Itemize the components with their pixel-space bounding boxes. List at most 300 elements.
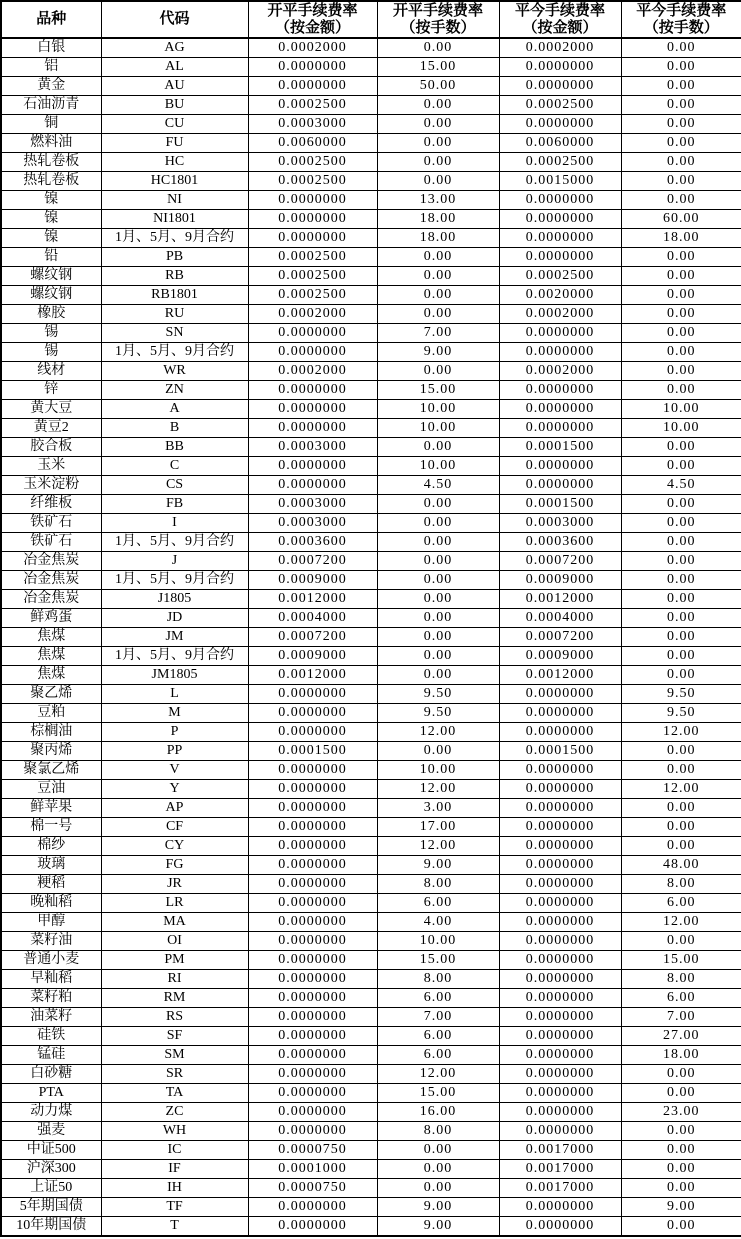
table-row (1, 1046, 741, 1065)
cell-variety: 鲜鸡蛋 (1, 609, 101, 628)
cell-closetoday-amount: 0.0000000 (499, 1103, 621, 1122)
cell-variety: 硅铁 (1, 1027, 101, 1046)
cell-closetoday-amount: 0.0015000 (499, 172, 621, 191)
cell-code: MA (101, 913, 248, 932)
cell-openclose-amount: 0.0060000 (248, 134, 377, 153)
cell-closetoday-lot: 0.00 (621, 38, 741, 58)
table-row (1, 495, 741, 514)
cell-closetoday-amount: 0.0002000 (499, 362, 621, 381)
cell-openclose-lot: 6.00 (377, 1027, 499, 1046)
cell-openclose-lot: 10.00 (377, 419, 499, 438)
table-row (1, 723, 741, 742)
cell-openclose-lot: 0.00 (377, 533, 499, 552)
col-header-openclose-lot (377, 1, 499, 38)
cell-openclose-lot: 10.00 (377, 400, 499, 419)
cell-code: LR (101, 894, 248, 913)
cell-openclose-amount: 0.0000750 (248, 1179, 377, 1198)
cell-variety: 中证500 (1, 1141, 101, 1160)
table-row (1, 1122, 741, 1141)
cell-code: HC (101, 153, 248, 172)
cell-openclose-lot: 0.00 (377, 552, 499, 571)
cell-closetoday-amount: 0.0009000 (499, 571, 621, 590)
cell-openclose-lot: 4.00 (377, 913, 499, 932)
cell-openclose-lot: 9.50 (377, 685, 499, 704)
cell-openclose-amount: 0.0000000 (248, 1217, 377, 1237)
table-row (1, 286, 741, 305)
cell-openclose-lot: 15.00 (377, 1084, 499, 1103)
table-row (1, 267, 741, 286)
cell-closetoday-lot: 0.00 (621, 381, 741, 400)
cell-code: SR (101, 1065, 248, 1084)
cell-closetoday-lot: 0.00 (621, 1141, 741, 1160)
table-row (1, 1065, 741, 1084)
cell-openclose-lot: 12.00 (377, 780, 499, 799)
cell-closetoday-amount: 0.0000000 (499, 324, 621, 343)
cell-code: RS (101, 1008, 248, 1027)
cell-openclose-lot: 0.00 (377, 1141, 499, 1160)
cell-openclose-amount: 0.0002500 (248, 153, 377, 172)
cell-closetoday-amount: 0.0000000 (499, 381, 621, 400)
cell-closetoday-amount: 0.0000000 (499, 1008, 621, 1027)
cell-openclose-lot: 12.00 (377, 723, 499, 742)
cell-code: SF (101, 1027, 248, 1046)
cell-openclose-amount: 0.0000000 (248, 210, 377, 229)
fee-table-body (1, 38, 741, 1236)
cell-code: J (101, 552, 248, 571)
cell-code: SN (101, 324, 248, 343)
cell-openclose-amount: 0.0000000 (248, 77, 377, 96)
cell-variety: 晚籼稻 (1, 894, 101, 913)
cell-variety: 锌 (1, 381, 101, 400)
cell-variety: 粳稻 (1, 875, 101, 894)
cell-variety: 白砂糖 (1, 1065, 101, 1084)
cell-openclose-amount: 0.0000000 (248, 58, 377, 77)
cell-code: HC1801 (101, 172, 248, 191)
cell-closetoday-amount: 0.0000000 (499, 1046, 621, 1065)
cell-closetoday-lot: 0.00 (621, 248, 741, 267)
cell-openclose-amount: 0.0000000 (248, 818, 377, 837)
cell-variety: 甲醇 (1, 913, 101, 932)
cell-closetoday-lot: 18.00 (621, 229, 741, 248)
col-header-openclose-amount-label: 开平手续费率 (267, 2, 358, 19)
cell-closetoday-lot: 0.00 (621, 115, 741, 134)
cell-closetoday-lot: 0.00 (621, 932, 741, 951)
cell-openclose-amount: 0.0000000 (248, 476, 377, 495)
cell-openclose-amount: 0.0000000 (248, 704, 377, 723)
cell-closetoday-lot: 0.00 (621, 799, 741, 818)
table-row (1, 1141, 741, 1160)
cell-closetoday-amount: 0.0000000 (499, 1084, 621, 1103)
cell-openclose-amount: 0.0001500 (248, 742, 377, 761)
table-row (1, 305, 741, 324)
cell-variety: 黄大豆 (1, 400, 101, 419)
cell-openclose-amount: 0.0002500 (248, 286, 377, 305)
cell-openclose-lot: 0.00 (377, 514, 499, 533)
cell-variety: 上证50 (1, 1179, 101, 1198)
cell-closetoday-amount: 0.0001500 (499, 742, 621, 761)
cell-code: C (101, 457, 248, 476)
cell-closetoday-amount: 0.0000000 (499, 1217, 621, 1237)
cell-openclose-lot: 0.00 (377, 495, 499, 514)
table-row (1, 58, 741, 77)
cell-openclose-lot: 0.00 (377, 267, 499, 286)
cell-closetoday-amount: 0.0000000 (499, 818, 621, 837)
cell-openclose-lot: 17.00 (377, 818, 499, 837)
table-row (1, 742, 741, 761)
cell-variety: 螺纹钢 (1, 267, 101, 286)
cell-variety: 铁矿石 (1, 514, 101, 533)
cell-code: Y (101, 780, 248, 799)
cell-openclose-lot: 12.00 (377, 1065, 499, 1084)
cell-variety: 玉米 (1, 457, 101, 476)
cell-code: AL (101, 58, 248, 77)
cell-openclose-amount: 0.0003000 (248, 438, 377, 457)
cell-openclose-lot: 7.00 (377, 324, 499, 343)
cell-code: FB (101, 495, 248, 514)
table-row (1, 381, 741, 400)
table-row (1, 666, 741, 685)
cell-code: BU (101, 96, 248, 115)
cell-closetoday-amount: 0.0002500 (499, 267, 621, 286)
col-header-code (101, 1, 248, 38)
cell-closetoday-lot: 0.00 (621, 305, 741, 324)
cell-openclose-amount: 0.0012000 (248, 666, 377, 685)
cell-closetoday-amount: 0.0000000 (499, 799, 621, 818)
col-header-closetoday-lot-label: 平今手续费率 (636, 2, 727, 19)
cell-variety: 菜籽粕 (1, 989, 101, 1008)
cell-openclose-lot: 9.00 (377, 343, 499, 362)
cell-openclose-amount: 0.0000000 (248, 400, 377, 419)
cell-closetoday-amount: 0.0000000 (499, 476, 621, 495)
cell-closetoday-lot: 0.00 (621, 438, 741, 457)
col-header-openclose-amount (248, 1, 377, 38)
cell-closetoday-amount: 0.0060000 (499, 134, 621, 153)
cell-variety: 铁矿石 (1, 533, 101, 552)
cell-openclose-lot: 0.00 (377, 96, 499, 115)
cell-code: PP (101, 742, 248, 761)
cell-openclose-lot: 0.00 (377, 248, 499, 267)
cell-variety: 沪深300 (1, 1160, 101, 1179)
table-row (1, 1084, 741, 1103)
cell-code: 1月、5月、9月合约 (101, 229, 248, 248)
cell-closetoday-lot: 0.00 (621, 362, 741, 381)
cell-closetoday-lot: 0.00 (621, 267, 741, 286)
cell-closetoday-amount: 0.0000000 (499, 77, 621, 96)
cell-code: RB (101, 267, 248, 286)
cell-openclose-lot: 50.00 (377, 77, 499, 96)
cell-openclose-amount: 0.0000000 (248, 856, 377, 875)
cell-variety: 焦煤 (1, 628, 101, 647)
cell-openclose-amount: 0.0000000 (248, 1198, 377, 1217)
cell-closetoday-lot: 0.00 (621, 1160, 741, 1179)
cell-openclose-lot: 6.00 (377, 1046, 499, 1065)
cell-closetoday-lot: 0.00 (621, 457, 741, 476)
cell-code: PB (101, 248, 248, 267)
cell-openclose-amount: 0.0000000 (248, 1046, 377, 1065)
cell-code: 1月、5月、9月合约 (101, 647, 248, 666)
cell-closetoday-lot: 0.00 (621, 628, 741, 647)
cell-code: WH (101, 1122, 248, 1141)
table-row (1, 210, 741, 229)
cell-openclose-amount: 0.0002500 (248, 172, 377, 191)
col-header-openclose-lot-sublabel: （按手数） (400, 19, 476, 36)
cell-closetoday-lot: 0.00 (621, 609, 741, 628)
cell-openclose-lot: 8.00 (377, 1122, 499, 1141)
cell-openclose-lot: 0.00 (377, 305, 499, 324)
cell-openclose-lot: 0.00 (377, 1179, 499, 1198)
cell-closetoday-amount: 0.0000000 (499, 1122, 621, 1141)
cell-closetoday-lot: 18.00 (621, 1046, 741, 1065)
cell-closetoday-lot: 4.50 (621, 476, 741, 495)
table-row (1, 457, 741, 476)
cell-variety: 焦煤 (1, 647, 101, 666)
cell-closetoday-lot: 10.00 (621, 400, 741, 419)
cell-openclose-amount: 0.0003600 (248, 533, 377, 552)
table-row (1, 172, 741, 191)
cell-openclose-amount: 0.0002000 (248, 305, 377, 324)
cell-closetoday-lot: 0.00 (621, 495, 741, 514)
cell-closetoday-lot: 0.00 (621, 96, 741, 115)
cell-openclose-lot: 0.00 (377, 1160, 499, 1179)
cell-code: IH (101, 1179, 248, 1198)
cell-code: P (101, 723, 248, 742)
cell-openclose-amount: 0.0000000 (248, 419, 377, 438)
cell-closetoday-lot: 0.00 (621, 742, 741, 761)
cell-closetoday-lot: 7.00 (621, 1008, 741, 1027)
cell-openclose-amount: 0.0000000 (248, 932, 377, 951)
cell-variety: 早籼稻 (1, 970, 101, 989)
table-row (1, 1160, 741, 1179)
cell-openclose-lot: 9.00 (377, 1217, 499, 1237)
cell-code: WR (101, 362, 248, 381)
cell-openclose-amount: 0.0000000 (248, 1027, 377, 1046)
cell-code: CU (101, 115, 248, 134)
cell-code: B (101, 419, 248, 438)
cell-code: A (101, 400, 248, 419)
cell-variety: 镍 (1, 191, 101, 210)
cell-openclose-amount: 0.0002500 (248, 248, 377, 267)
cell-openclose-lot: 12.00 (377, 837, 499, 856)
cell-code: BB (101, 438, 248, 457)
cell-code: RI (101, 970, 248, 989)
cell-variety: 热轧卷板 (1, 153, 101, 172)
table-row (1, 438, 741, 457)
cell-closetoday-amount: 0.0000000 (499, 932, 621, 951)
cell-openclose-amount: 0.0000000 (248, 780, 377, 799)
cell-openclose-amount: 0.0002000 (248, 362, 377, 381)
cell-variety: 锡 (1, 343, 101, 362)
cell-variety: 玉米淀粉 (1, 476, 101, 495)
cell-variety: 锡 (1, 324, 101, 343)
cell-code: TA (101, 1084, 248, 1103)
cell-variety: 豆油 (1, 780, 101, 799)
cell-closetoday-lot: 12.00 (621, 913, 741, 932)
cell-closetoday-lot: 0.00 (621, 571, 741, 590)
cell-openclose-lot: 10.00 (377, 761, 499, 780)
cell-code: IC (101, 1141, 248, 1160)
cell-closetoday-lot: 9.50 (621, 704, 741, 723)
table-row (1, 590, 741, 609)
cell-closetoday-lot: 0.00 (621, 343, 741, 362)
table-row (1, 799, 741, 818)
table-row (1, 229, 741, 248)
cell-openclose-amount: 0.0004000 (248, 609, 377, 628)
cell-variety: 铝 (1, 58, 101, 77)
cell-openclose-lot: 13.00 (377, 191, 499, 210)
cell-openclose-amount: 0.0007200 (248, 552, 377, 571)
cell-variety: 镍 (1, 210, 101, 229)
table-row (1, 913, 741, 932)
cell-closetoday-amount: 0.0017000 (499, 1141, 621, 1160)
cell-code: I (101, 514, 248, 533)
cell-openclose-amount: 0.0001000 (248, 1160, 377, 1179)
cell-variety: 线材 (1, 362, 101, 381)
cell-openclose-lot: 10.00 (377, 457, 499, 476)
cell-closetoday-lot: 12.00 (621, 723, 741, 742)
cell-variety: 铜 (1, 115, 101, 134)
cell-closetoday-amount: 0.0009000 (499, 647, 621, 666)
cell-openclose-amount: 0.0000000 (248, 1084, 377, 1103)
cell-closetoday-amount: 0.0000000 (499, 229, 621, 248)
cell-closetoday-amount: 0.0000000 (499, 248, 621, 267)
cell-openclose-amount: 0.0012000 (248, 590, 377, 609)
cell-openclose-lot: 0.00 (377, 153, 499, 172)
cell-code: IF (101, 1160, 248, 1179)
cell-openclose-lot: 9.00 (377, 856, 499, 875)
cell-closetoday-amount: 0.0000000 (499, 761, 621, 780)
cell-variety: 10年期国债 (1, 1217, 101, 1237)
cell-closetoday-lot: 0.00 (621, 818, 741, 837)
cell-closetoday-amount: 0.0000000 (499, 419, 621, 438)
cell-variety: 铅 (1, 248, 101, 267)
table-row (1, 647, 741, 666)
cell-openclose-lot: 0.00 (377, 134, 499, 153)
cell-closetoday-lot: 6.00 (621, 989, 741, 1008)
cell-variety: 焦煤 (1, 666, 101, 685)
table-row (1, 38, 741, 58)
cell-code: 1月、5月、9月合约 (101, 571, 248, 590)
cell-openclose-lot: 4.50 (377, 476, 499, 495)
cell-openclose-amount: 0.0000000 (248, 837, 377, 856)
cell-closetoday-lot: 0.00 (621, 552, 741, 571)
cell-closetoday-lot: 0.00 (621, 761, 741, 780)
cell-variety: 菜籽油 (1, 932, 101, 951)
cell-openclose-amount: 0.0000000 (248, 343, 377, 362)
cell-closetoday-amount: 0.0000000 (499, 400, 621, 419)
table-row (1, 1217, 741, 1237)
cell-closetoday-amount: 0.0002500 (499, 96, 621, 115)
cell-variety: 石油沥青 (1, 96, 101, 115)
cell-variety: 5年期国债 (1, 1198, 101, 1217)
cell-closetoday-amount: 0.0000000 (499, 685, 621, 704)
cell-openclose-lot: 0.00 (377, 628, 499, 647)
cell-openclose-lot: 6.00 (377, 894, 499, 913)
col-header-closetoday-amount (499, 1, 621, 38)
table-row (1, 571, 741, 590)
cell-closetoday-amount: 0.0007200 (499, 552, 621, 571)
cell-openclose-amount: 0.0002500 (248, 96, 377, 115)
cell-closetoday-amount: 0.0001500 (499, 438, 621, 457)
cell-variety: 热轧卷板 (1, 172, 101, 191)
cell-closetoday-amount: 0.0000000 (499, 723, 621, 742)
cell-variety: 油菜籽 (1, 1008, 101, 1027)
cell-closetoday-lot: 0.00 (621, 172, 741, 191)
col-header-code-label: 代码 (159, 11, 190, 27)
table-row (1, 609, 741, 628)
cell-openclose-lot: 9.50 (377, 704, 499, 723)
cell-code: SM (101, 1046, 248, 1065)
cell-openclose-lot: 18.00 (377, 210, 499, 229)
col-header-variety-label: 品种 (36, 11, 67, 27)
table-row (1, 1179, 741, 1198)
cell-closetoday-amount: 0.0002000 (499, 38, 621, 58)
cell-code: JD (101, 609, 248, 628)
cell-closetoday-amount: 0.0000000 (499, 837, 621, 856)
cell-openclose-lot: 8.00 (377, 875, 499, 894)
cell-closetoday-lot: 0.00 (621, 647, 741, 666)
cell-variety: 聚乙烯 (1, 685, 101, 704)
cell-variety: 黄金 (1, 77, 101, 96)
cell-code: AP (101, 799, 248, 818)
cell-closetoday-amount: 0.0000000 (499, 1027, 621, 1046)
cell-variety: 白银 (1, 38, 101, 58)
cell-closetoday-amount: 0.0001500 (499, 495, 621, 514)
cell-code: JR (101, 875, 248, 894)
cell-openclose-amount: 0.0003000 (248, 495, 377, 514)
cell-closetoday-lot: 0.00 (621, 77, 741, 96)
cell-variety: 玻璃 (1, 856, 101, 875)
cell-openclose-amount: 0.0000750 (248, 1141, 377, 1160)
cell-code: ZC (101, 1103, 248, 1122)
cell-closetoday-lot: 0.00 (621, 666, 741, 685)
cell-closetoday-amount: 0.0017000 (499, 1179, 621, 1198)
cell-openclose-amount: 0.0003000 (248, 514, 377, 533)
cell-variety: PTA (1, 1084, 101, 1103)
cell-closetoday-lot: 0.00 (621, 58, 741, 77)
cell-variety: 鲜苹果 (1, 799, 101, 818)
cell-closetoday-amount: 0.0003600 (499, 533, 621, 552)
cell-code: ZN (101, 381, 248, 400)
cell-code: JM1805 (101, 666, 248, 685)
table-row (1, 248, 741, 267)
cell-variety: 镍 (1, 229, 101, 248)
cell-openclose-amount: 0.0000000 (248, 324, 377, 343)
cell-openclose-lot: 15.00 (377, 58, 499, 77)
cell-openclose-amount: 0.0000000 (248, 229, 377, 248)
cell-closetoday-lot: 0.00 (621, 286, 741, 305)
cell-closetoday-amount: 0.0003000 (499, 514, 621, 533)
table-row (1, 1027, 741, 1046)
table-row (1, 134, 741, 153)
cell-closetoday-lot: 0.00 (621, 1217, 741, 1237)
cell-openclose-amount: 0.0000000 (248, 970, 377, 989)
cell-variety: 棉一号 (1, 818, 101, 837)
table-row (1, 761, 741, 780)
cell-code: NI1801 (101, 210, 248, 229)
table-row (1, 628, 741, 647)
cell-code: 1月、5月、9月合约 (101, 533, 248, 552)
cell-openclose-lot: 0.00 (377, 590, 499, 609)
cell-openclose-amount: 0.0000000 (248, 1103, 377, 1122)
cell-openclose-amount: 0.0002000 (248, 38, 377, 58)
cell-code: V (101, 761, 248, 780)
cell-closetoday-amount: 0.0012000 (499, 590, 621, 609)
cell-variety: 黄豆2 (1, 419, 101, 438)
cell-variety: 豆粕 (1, 704, 101, 723)
cell-closetoday-lot: 23.00 (621, 1103, 741, 1122)
cell-closetoday-lot: 0.00 (621, 1179, 741, 1198)
cell-closetoday-amount: 0.0017000 (499, 1160, 621, 1179)
